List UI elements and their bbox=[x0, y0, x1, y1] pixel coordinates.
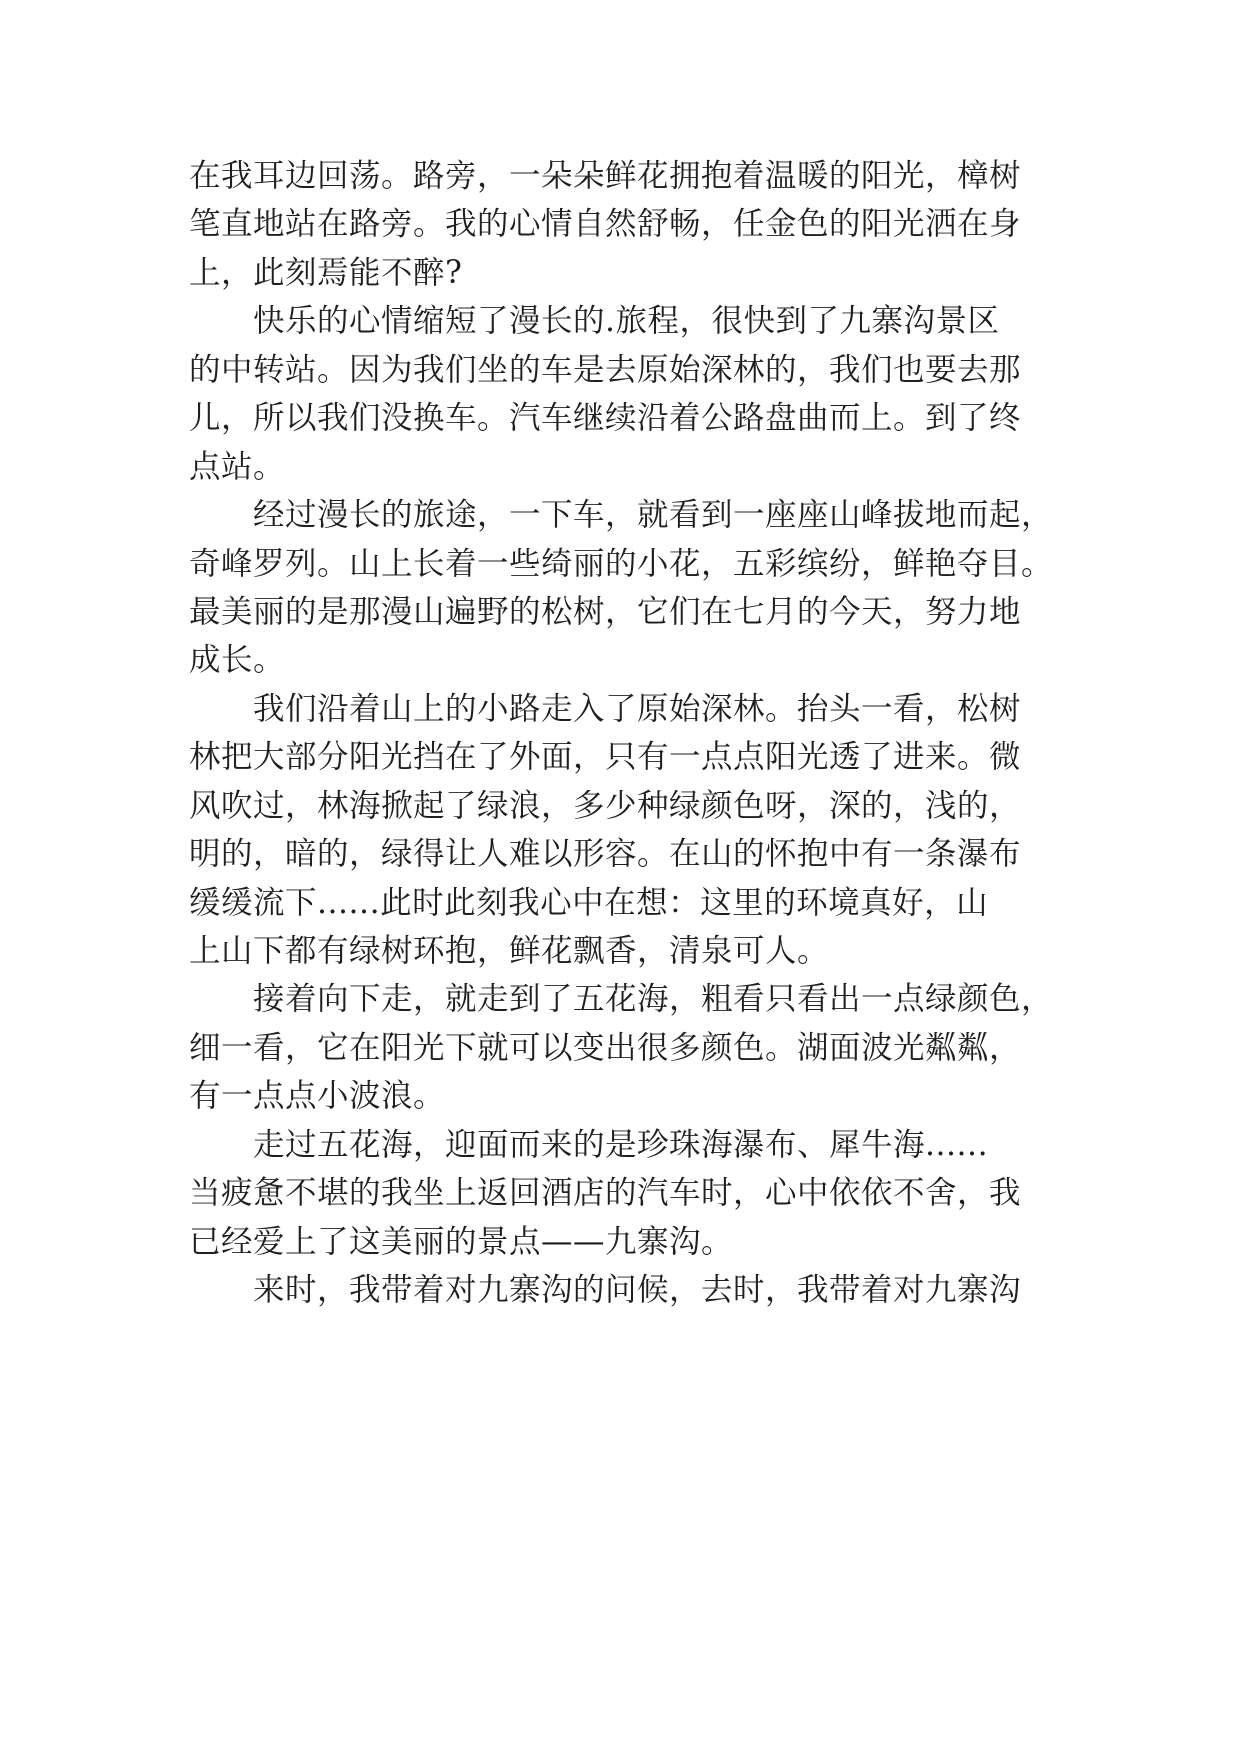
text-line: 走过五花海，迎面而来的是珍珠海瀑布、犀牛海...... bbox=[189, 1126, 989, 1163]
text-line: 最美丽的是那漫山遍野的松树，它们在七月的今天，努力地 bbox=[189, 593, 1022, 630]
text-line: 上，此刻焉能不醉? bbox=[189, 254, 463, 291]
text-line: 在我耳边回荡。路旁，一朵朵鲜花拥抱着温暖的阳光，樟树 bbox=[189, 158, 1022, 194]
text-line: 细一看，它在阳光下就可以变出很多颜色。湖面波光粼粼， bbox=[189, 1029, 1022, 1066]
text-line: 风吹过，林海掀起了绿浪，多少种绿颜色呀，深的，浅的， bbox=[189, 787, 1022, 824]
text-line: 明的，暗的，绿得让人难以形容。在山的怀抱中有一条瀑布 bbox=[189, 836, 1022, 873]
text-line: 点站。 bbox=[189, 448, 286, 485]
text-line: 笔直地站在路旁。我的心情自然舒畅，任金色的阳光洒在身 bbox=[189, 206, 1022, 243]
text-line: 上山下都有绿树环抱，鲜花飘香，清泉可人。 bbox=[189, 933, 830, 969]
text-line: 成长。 bbox=[189, 642, 286, 679]
text-line: 经过漫长的旅途，一下车，就看到一座座山峰拔地而起， bbox=[189, 497, 1054, 534]
text-line: 已经爱上了这美丽的景点——九寨沟。 bbox=[189, 1223, 734, 1260]
text-line: 缓缓流下......此时此刻我心中在想：这里的环境真好，山 bbox=[189, 884, 989, 921]
text-line: 林把大部分阳光挡在了外面，只有一点点阳光透了进来。微 bbox=[189, 739, 1022, 776]
document-body bbox=[189, 152, 1069, 1315]
text-line: 接着向下走，就走到了五花海，粗看只看出一点绿颜色， bbox=[189, 981, 1054, 1018]
text-line: 快乐的心情缩短了漫长的.旅程，很快到了九寨沟景区 bbox=[189, 303, 1000, 340]
text-line: 的中转站。因为我们坐的车是去原始深林的，我们也要去那 bbox=[189, 351, 1022, 388]
text-line: 有一点点小波浪。 bbox=[189, 1078, 446, 1115]
text-line: 儿，所以我们没换车。汽车继续沿着公路盘曲而上。到了终 bbox=[189, 400, 1022, 437]
text-line: 奇峰罗列。山上长着一些绮丽的小花，五彩缤纷，鲜艳夺目。 bbox=[189, 545, 1054, 582]
text-line: 来时，我带着对九寨沟的问候，去时，我带着对九寨沟 bbox=[189, 1272, 1022, 1309]
text-line: 当疲惫不堪的我坐上返回酒店的汽车时，心中依依不舍，我 bbox=[189, 1175, 1022, 1212]
text-line: 我们沿着山上的小路走入了原始深林。抬头一看，松树 bbox=[189, 690, 1022, 727]
